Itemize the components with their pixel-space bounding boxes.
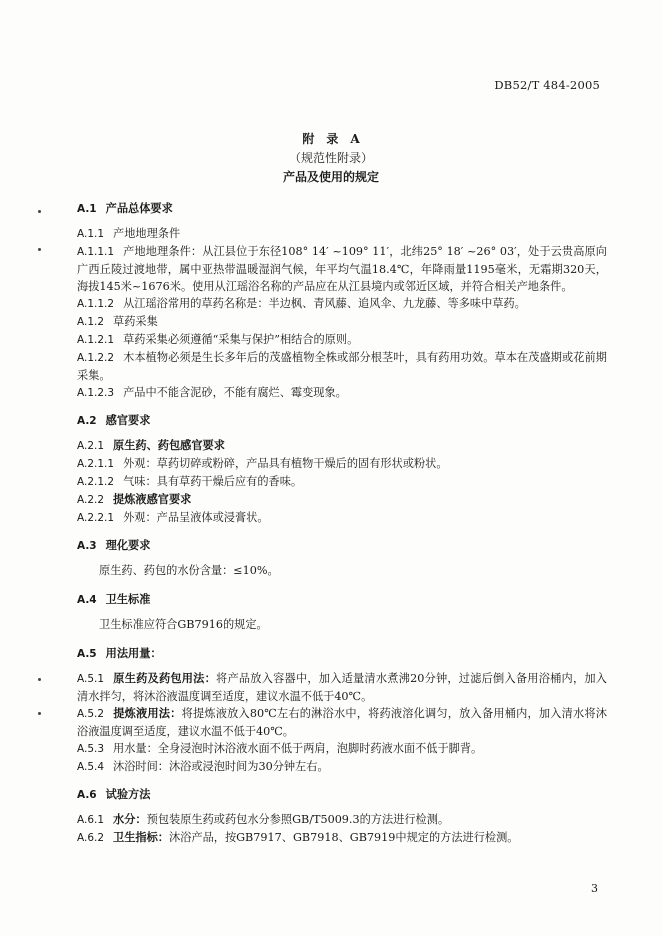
clause-number: A.5.2 — [77, 708, 105, 720]
section-number: A.3 — [77, 540, 97, 552]
clause-number: A.1.2 — [77, 316, 105, 328]
clause — [77, 758, 607, 776]
clause-number: A.2.1.2 — [77, 476, 115, 488]
clause-number: A.2.2.1 — [77, 512, 115, 524]
scan-mark — [38, 248, 41, 251]
appendix-title: 附 录 A — [302, 132, 360, 146]
clause-number: A.1.2.2 — [77, 352, 115, 364]
section-title: 用法用量： — [105, 646, 162, 660]
clause-number: A.1.2.3 — [77, 387, 115, 399]
section-heading — [77, 412, 607, 430]
section-heading — [77, 786, 607, 804]
clause — [77, 384, 607, 402]
clause — [77, 473, 607, 491]
section-paragraph: 卫生标准应符合GB7916的规定。 — [99, 618, 268, 631]
section-number: A.2 — [77, 415, 97, 427]
clause — [77, 811, 607, 829]
section-heading — [77, 200, 607, 218]
clause-number: A.2.2 — [77, 494, 105, 506]
section-paragraph: 原生药、药包的水份含量：≤10%。 — [99, 564, 279, 577]
clause-lead: 提炼液用法： — [113, 706, 182, 720]
section-number: A.5 — [77, 648, 97, 660]
appendix-title-block — [0, 130, 662, 187]
clause-text: 外观：产品呈液体或浸膏状。 — [123, 511, 269, 524]
clause — [77, 670, 607, 705]
clause-number: A.1.1.2 — [77, 298, 115, 310]
clause-text: 提炼液感官要求 — [113, 492, 192, 506]
section-number: A.4 — [77, 594, 97, 606]
scan-mark — [38, 712, 41, 715]
clause-number: A.2.1.1 — [77, 458, 115, 470]
clause-text: 用水量：全身浸泡时沐浴液水面不低于两肩，泡脚时药液水面不低于脚背。 — [113, 742, 483, 755]
clause — [77, 455, 607, 473]
clause — [77, 829, 607, 847]
section-title: 产品总体要求 — [105, 201, 173, 215]
clause — [77, 705, 607, 740]
clause-text: 气味：具有草药干燥后应有的香味。 — [123, 475, 303, 488]
clause-text: 沐浴产品，按GB7917、GB7918、GB7919中规定的方法进行检测。 — [169, 831, 519, 844]
clause-text: 沐浴时间：沐浴或浸泡时间为30分钟左右。 — [113, 760, 329, 773]
clause-text: 产地地理条件 — [113, 227, 181, 240]
clause-number: A.2.1 — [77, 440, 105, 452]
page-number: 3 — [591, 882, 598, 895]
clause-text: 原生药、药包感官要求 — [113, 438, 225, 452]
clause — [77, 509, 607, 527]
clause-text: 草药采集 — [113, 315, 158, 328]
scan-mark — [38, 210, 41, 213]
clause — [77, 243, 607, 295]
clause-number: A.6.2 — [77, 832, 105, 844]
section-title: 卫生标准 — [105, 592, 151, 606]
clause — [77, 331, 607, 349]
clause-lead: 卫生指标： — [113, 830, 169, 844]
clause — [77, 313, 607, 331]
section-heading — [77, 645, 607, 663]
clause — [77, 349, 607, 384]
section-heading — [77, 591, 607, 609]
clause-text: 将产品放入容器中，加入适量清水煮沸20分钟，过滤后倒入备用浴桶内，加入清水拌匀，将沐浴液温度调至适度，建议水温不低于40℃。 — [77, 672, 607, 703]
clause-number: A.5.1 — [77, 673, 105, 685]
clause-number: A.6.1 — [77, 814, 105, 826]
clause-text: 木本植物必须是生长多年后的茂盛植物全株或部分根茎叶，具有药用功效。草本在茂盛期或花前期采集。 — [77, 351, 607, 382]
section-number: A.6 — [77, 789, 97, 801]
section-title: 理化要求 — [105, 538, 151, 552]
clause-number: A.5.3 — [77, 743, 105, 755]
clause — [77, 491, 607, 509]
clause-number: A.1.2.1 — [77, 334, 115, 346]
clause-number: A.5.4 — [77, 761, 105, 773]
section-number: A.1 — [77, 203, 97, 215]
clause-text: 外观：草药切碎或粉碎，产品具有植物干燥后的固有形状或粉状。 — [123, 457, 448, 470]
document-body — [77, 200, 607, 847]
clause-lead: 水分： — [113, 812, 147, 826]
appendix-subject: 产品及使用的规定 — [282, 170, 379, 184]
clause — [77, 437, 607, 455]
clause-text: 将提炼液放入80℃左右的淋浴水中，将药液溶化调匀，放入备用桶内，加入清水将沐浴液温度调至适度，建议水温不低于40℃。 — [77, 707, 607, 738]
section-heading — [77, 537, 607, 555]
clause-text: 草药采集必须遵循“采集与保护”相结合的原则。 — [123, 333, 359, 346]
clause — [77, 225, 607, 243]
section-title: 试验方法 — [105, 787, 151, 801]
scan-mark — [38, 678, 41, 681]
clause — [77, 295, 607, 313]
clause — [77, 740, 607, 758]
appendix-type: （规范性附录） — [288, 151, 373, 165]
clause-text: 产品中不能含泥砂，不能有腐烂、霉变现象。 — [123, 386, 347, 399]
section-title: 感官要求 — [105, 413, 151, 427]
clause-lead: 原生药及药包用法： — [113, 671, 217, 685]
clause-text: 产地地理条件：从江县位于东径108° 14′ ~109° 11′，北纬25° 18′ ~26° 03′，处于云贵高原向广西丘陵过渡地带，属中亚热带温暖湿润气候，年平均气温18.4℃，年降雨量1195毫米，无霜期320天，海拔145米~1676米。使用从江瑶浴名称的产品应在从江县境内或邻近区域，并符合相关产地条件。 — [77, 245, 607, 293]
clause-number: A.1.1 — [77, 228, 105, 240]
standard-code: DB52/T 484-2005 — [494, 78, 600, 92]
clause-number: A.1.1.1 — [77, 246, 115, 258]
clause-text: 预包装原生药或药包水分参照GB/T5009.3的方法进行检测。 — [146, 813, 450, 826]
clause-text: 从江瑶浴常用的草药名称是：半边枫、青风藤、追风伞、九龙藤、等多味中草药。 — [123, 297, 526, 310]
